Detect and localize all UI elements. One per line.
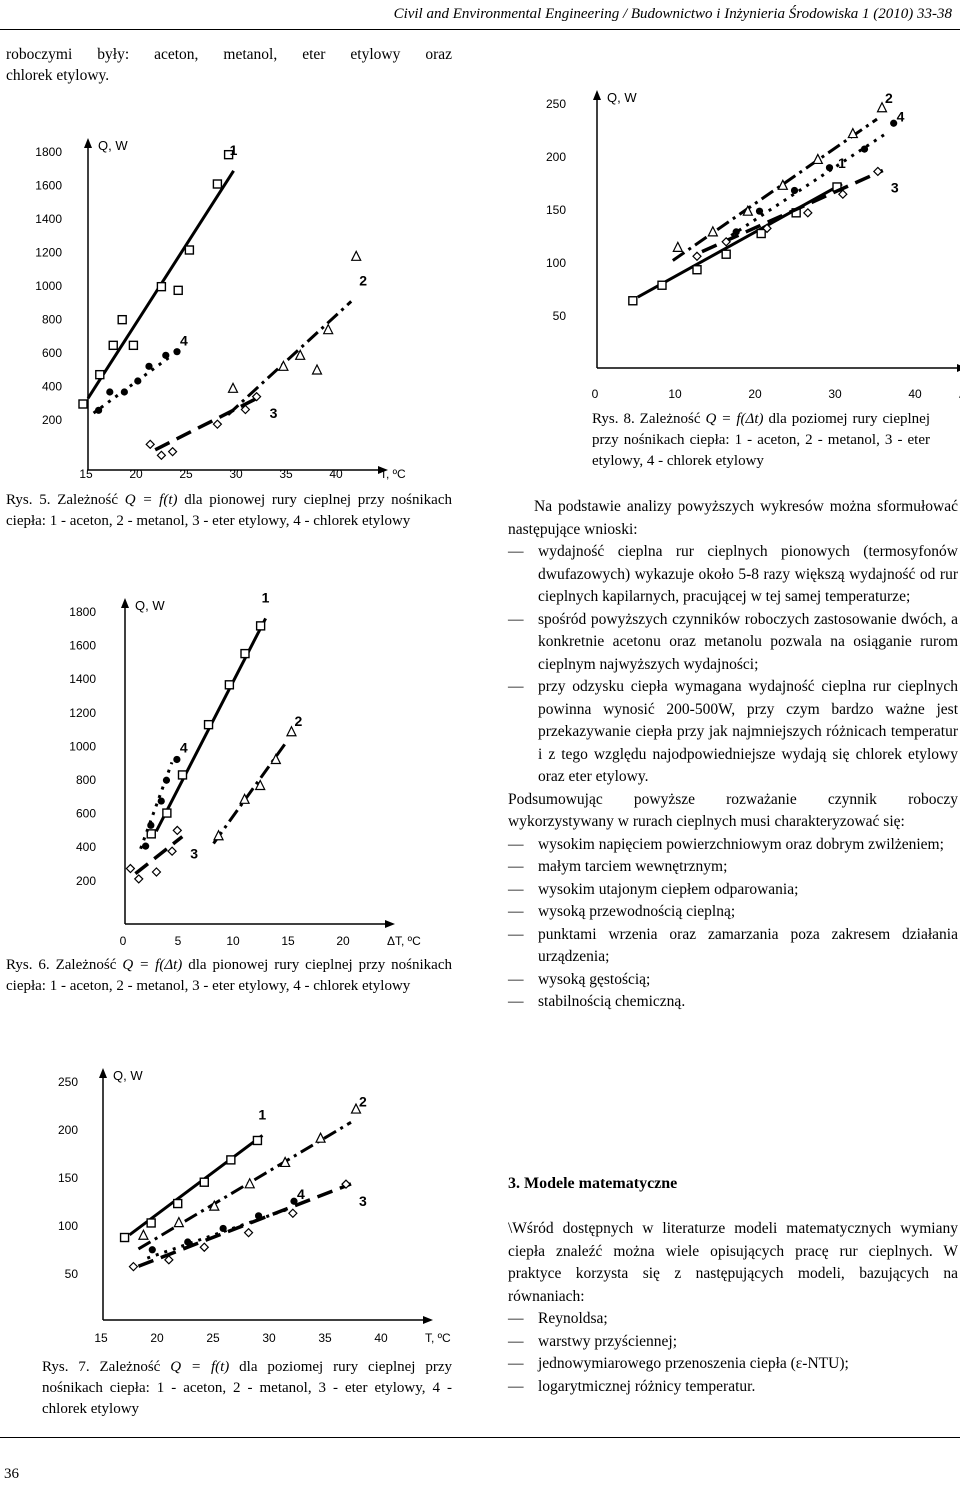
- data-point: [129, 1263, 137, 1271]
- x-tick-label: 30: [262, 1331, 276, 1345]
- x-tick-label: 35: [279, 467, 293, 481]
- x-tick-label: 40: [908, 387, 922, 401]
- data-point: [756, 208, 763, 215]
- series-label: 2: [885, 90, 893, 107]
- y-tick-label: 1000: [35, 279, 62, 293]
- y-tick-label: 800: [75, 773, 96, 787]
- y-tick-label: 200: [41, 413, 62, 427]
- x-tick-label: 35: [318, 1331, 332, 1345]
- chart-fig5: [0, 108, 460, 488]
- series-line: [141, 762, 172, 848]
- conclusion-item: — spośród powyższych czynników roboczych zastosowanie dwóch, a konkretnie acetonu oraz metanolu pozwala na osiąganie rurom cieplnym najwyższych wydajności;: [508, 609, 958, 677]
- data-point: [184, 1238, 191, 1245]
- conclusions-list: [508, 541, 958, 789]
- data-point: [163, 777, 170, 784]
- data-point: [142, 843, 149, 850]
- y-tick-label: 200: [57, 1123, 78, 1137]
- y-tick-label: 1600: [69, 638, 96, 653]
- data-point: [220, 1225, 227, 1232]
- y-tick-label: 50: [64, 1267, 78, 1281]
- data-point: [214, 831, 223, 840]
- x-tick-label: 25: [179, 467, 193, 481]
- property-item: — stabilnością chemiczną.: [508, 991, 958, 1014]
- series-line: [228, 301, 351, 414]
- data-point: [121, 1234, 129, 1242]
- series-label: 1: [838, 154, 846, 171]
- data-point: [157, 283, 165, 291]
- series-line: [673, 119, 877, 260]
- data-point: [174, 286, 182, 294]
- data-point: [722, 250, 730, 258]
- series-label: 1: [261, 589, 270, 606]
- data-point: [245, 1229, 253, 1237]
- caption-fig5-suffix: dla pionowej rury cieplnej przy nośnikach ciepła: 1 - aceton, 2 - metanol, 3 - eter etylowy, 4 - chlorek etylowy: [6, 492, 452, 529]
- data-point: [173, 826, 181, 834]
- x-tick-label: 30: [828, 387, 842, 401]
- models-list: [508, 1308, 958, 1398]
- data-point: [129, 341, 137, 349]
- x-tick-label: 10: [226, 934, 240, 948]
- caption-fig6-prefix: Rys. 6. Zależność: [6, 957, 123, 973]
- model-item: — jednowymiarowego przenoszenia ciepła (ε-NTU);: [508, 1353, 958, 1376]
- property-item: — wysokim utajonym ciepłem odparowania;: [508, 879, 958, 902]
- x-tick-label: 0: [591, 387, 599, 401]
- data-point: [826, 164, 833, 171]
- x-tick-label: 20: [150, 1331, 164, 1345]
- data-point: [673, 242, 682, 251]
- data-point: [152, 868, 160, 876]
- x-tick-label: 20: [129, 467, 143, 481]
- caption-fig7-suffix: dla poziomej rury cieplnej przy nośnikach ciepła: 1 - aceton, 2 - metanol, 3 - eter etylowy, 4 - chlorek etylowy: [42, 1359, 452, 1417]
- series-2: [214, 713, 303, 844]
- data-point: [257, 622, 265, 630]
- data-point: [174, 1218, 183, 1227]
- series-label: 1: [258, 1106, 267, 1123]
- y-tick-label: 100: [57, 1219, 78, 1233]
- series-1: [79, 142, 238, 408]
- data-point: [185, 246, 193, 254]
- series-line: [147, 1209, 289, 1258]
- data-point: [289, 1209, 297, 1217]
- x-tick-label: 5: [174, 934, 182, 948]
- data-point: [109, 341, 117, 349]
- data-point: [757, 230, 765, 238]
- data-point: [173, 348, 180, 355]
- chart-fig8: [505, 40, 960, 408]
- y-axis-label: Q, W: [113, 1068, 143, 1083]
- x-axis-label: T, ºC: [425, 1331, 451, 1345]
- data-point: [146, 440, 154, 448]
- y-tick-label: 200: [75, 873, 96, 888]
- data-point: [147, 1219, 155, 1227]
- x-axis-arrow: [423, 1316, 433, 1324]
- data-point: [693, 252, 701, 260]
- data-point: [874, 167, 882, 175]
- y-tick-label: 600: [41, 346, 62, 360]
- conclusions-block: [508, 496, 958, 1014]
- series-line: [155, 396, 261, 450]
- caption-fig7-formula: Q = f(t): [170, 1359, 230, 1375]
- x-tick-label: 15: [79, 467, 93, 481]
- series-label: 3: [890, 179, 899, 196]
- data-point: [157, 451, 165, 459]
- data-point: [149, 1246, 156, 1253]
- data-point: [861, 146, 868, 153]
- conclusion-item: — przy odzysku ciepła wymagana wydajność cieplna rur cieplnych powinna wynosić 200-500W, przy czym bardzo ważne jest przekazywanie ciepła przy jak najmniejszych różnicach temperatur i z tego względu najodpowiedniejsze wydają się chlorek etylowy oraz eter etylowy.: [508, 676, 958, 789]
- model-item: — logarytmicznej różnicy temperatur.: [508, 1376, 958, 1399]
- journal-name: Civil and Environmental Engineering / Budownictwo i Inżynieria Środowiska: [393, 6, 859, 22]
- x-tick-label: 40: [374, 1331, 388, 1345]
- y-tick-label: 250: [545, 97, 566, 111]
- series-label: 2: [359, 1093, 367, 1110]
- data-point: [173, 756, 180, 763]
- conclusion-item: — wydajność cieplna rur cieplnych pionowych (termosyfonów dwufazowych) wykazuje około 5-8 razy większą wydajność od rur cieplnych kapilarnych, pracującej w tej samej temperaturze;: [508, 541, 958, 609]
- x-tick-label: 15: [94, 1331, 108, 1345]
- caption-fig5-prefix: Rys. 5. Zależność: [6, 492, 125, 508]
- journal-volume: 1 (2010) 33-38: [862, 6, 952, 22]
- y-axis-arrow: [84, 138, 92, 148]
- property-item: — wysoką przewodnością cieplną;: [508, 901, 958, 924]
- data-point: [169, 448, 177, 456]
- data-point: [174, 1200, 182, 1208]
- x-tick-label: 10: [668, 387, 682, 401]
- y-tick-label: 50: [552, 309, 566, 323]
- data-point: [135, 875, 143, 883]
- caption-fig6: [6, 955, 452, 997]
- y-axis-arrow: [99, 1068, 107, 1078]
- y-axis-label: Q, W: [607, 90, 637, 105]
- data-point: [205, 721, 213, 729]
- caption-fig8-suffix: dla poziomej rury cieplnej przy nośnikach ciepła: 1 - aceton, 2 - metanol, 3 - eter etylowy, 4 - chlorek etylowy: [592, 411, 930, 469]
- data-point: [134, 377, 141, 384]
- data-point: [804, 209, 812, 217]
- x-tick-label: 15: [281, 934, 295, 948]
- y-tick-label: 1800: [35, 145, 62, 159]
- data-point: [139, 1230, 148, 1239]
- series-1: [147, 589, 269, 837]
- data-point: [118, 316, 126, 324]
- section3-block: [508, 1218, 958, 1398]
- data-point: [324, 325, 333, 334]
- data-point: [733, 228, 740, 235]
- data-point: [813, 154, 822, 163]
- data-point: [95, 407, 102, 414]
- series-2: [138, 1093, 367, 1249]
- data-point: [708, 227, 717, 236]
- series-2: [228, 251, 367, 414]
- property-item: — małym tarciem wewnętrznym;: [508, 856, 958, 879]
- caption-fig6-formula: Q = f(Δt): [122, 957, 183, 973]
- section3-paragraph: \Wśród dostępnych w literaturze modeli matematycznych wymiany ciepła znaleźć można wiele opisujących pracę rur cieplnych. W praktyce korzysta się z następujących modeli, bazujących na równaniach:: [508, 1220, 958, 1305]
- series-label: 4: [179, 739, 188, 756]
- x-tick-label: 30: [229, 467, 243, 481]
- series-label: 4: [297, 1185, 305, 1202]
- series-label: 2: [359, 272, 367, 289]
- conclusions-intro: Na podstawie analizy powyższych wykresów można sformułować następujące wnioski:: [508, 498, 958, 538]
- series-line: [702, 170, 883, 251]
- data-point: [229, 383, 238, 392]
- x-tick-label: 20: [748, 387, 762, 401]
- model-item: — Reynoldsa;: [508, 1308, 958, 1331]
- y-tick-label: 400: [41, 379, 62, 394]
- series-2: [673, 90, 893, 260]
- caption-fig8: [592, 409, 930, 472]
- caption-fig7: [42, 1357, 452, 1420]
- y-tick-label: 1400: [69, 672, 96, 687]
- data-point: [791, 187, 798, 194]
- data-point: [179, 771, 187, 779]
- x-tick-label: 25: [206, 1331, 220, 1345]
- running-header: [394, 6, 952, 23]
- data-point: [162, 352, 169, 359]
- footer-rule: [0, 1437, 960, 1438]
- data-point: [225, 681, 233, 689]
- series-line: [94, 355, 172, 413]
- x-tick-label: 20: [336, 934, 350, 948]
- data-point: [245, 1179, 254, 1188]
- y-tick-label: 150: [545, 203, 566, 217]
- chart-fig7: [0, 1028, 460, 1358]
- data-point: [693, 266, 701, 274]
- series-3: [126, 826, 198, 883]
- series-3: [129, 1180, 367, 1270]
- chart-fig6: [0, 560, 460, 952]
- data-point: [279, 361, 288, 370]
- data-point: [200, 1178, 208, 1186]
- series-1: [121, 1106, 267, 1241]
- series-label: 3: [190, 845, 199, 862]
- data-point: [96, 371, 104, 379]
- x-axis-arrow: [385, 920, 395, 928]
- data-point: [241, 650, 249, 658]
- y-tick-label: 400: [75, 840, 96, 855]
- y-axis-arrow: [593, 90, 601, 100]
- data-point: [121, 388, 128, 395]
- y-tick-label: 1600: [35, 178, 62, 193]
- data-point: [255, 1212, 262, 1219]
- data-point: [126, 865, 134, 873]
- series-label: 3: [269, 404, 278, 421]
- property-item: — wysoką gęstością;: [508, 969, 958, 992]
- data-point: [271, 754, 280, 763]
- data-point: [200, 1243, 208, 1251]
- data-point: [158, 797, 165, 804]
- series-line: [135, 837, 182, 874]
- series-label: 4: [180, 332, 188, 349]
- y-tick-label: 1400: [35, 212, 62, 226]
- x-tick-label: 0: [119, 934, 127, 948]
- y-tick-label: 100: [545, 256, 566, 270]
- x-axis-label: T, ºC: [380, 467, 406, 481]
- x-tick-label: 40: [329, 467, 343, 481]
- data-point: [106, 388, 113, 395]
- intro-line-2: chlorek etylowy.: [6, 67, 110, 84]
- data-point: [213, 420, 221, 428]
- y-axis-arrow: [121, 598, 129, 608]
- caption-fig5: [6, 490, 452, 532]
- y-tick-label: 1200: [69, 705, 96, 720]
- data-point: [658, 281, 666, 289]
- summary-paragraph: Podsumowując powyższe rozważanie czynnik roboczy wykorzystywany w rurach cieplnych musi charakteryzować się:: [508, 790, 958, 830]
- caption-fig5-formula: Q = f(t): [124, 492, 178, 508]
- data-point: [213, 180, 221, 188]
- series-label: 2: [294, 712, 303, 729]
- x-axis-label: ΔT, ºC: [387, 934, 421, 948]
- y-tick-label: 1200: [35, 245, 62, 260]
- series-label: 4: [896, 108, 905, 125]
- series-label: 1: [229, 141, 238, 158]
- data-point: [163, 809, 171, 817]
- y-axis-label: Q, W: [98, 138, 128, 153]
- y-tick-label: 250: [57, 1075, 78, 1089]
- series-line: [138, 1184, 351, 1266]
- intro-line-1: roboczymi były: aceton, metanol, eter etylowy oraz: [6, 46, 452, 63]
- y-axis-label: Q, W: [135, 598, 165, 613]
- y-tick-label: 1800: [69, 605, 96, 619]
- header-rule: [0, 29, 960, 30]
- property-item: — punktami wrzenia oraz zamarzania poza zakresem działania urządzenia;: [508, 924, 958, 969]
- series-label: 3: [359, 1192, 367, 1209]
- data-point: [79, 400, 87, 408]
- model-item: — warstwy przyściennej;: [508, 1331, 958, 1354]
- data-point: [145, 363, 152, 370]
- properties-list: [508, 834, 958, 1014]
- data-point: [313, 365, 322, 374]
- data-point: [253, 1136, 261, 1144]
- page-number: 36: [4, 1466, 19, 1482]
- property-item: — wysokim napięciem powierzchniowym oraz dobrym zwilżeniem;: [508, 834, 958, 857]
- data-point: [352, 251, 361, 260]
- data-point: [227, 1156, 235, 1164]
- data-point: [147, 822, 154, 829]
- series-4: [94, 332, 188, 414]
- caption-fig6-suffix: dla pionowej rury cieplnej przy nośnikach ciepła: 1 - aceton, 2 - metanol, 3 - eter etylowy, 4 - chlorek etylowy: [6, 957, 452, 994]
- y-tick-label: 1000: [69, 739, 96, 754]
- y-tick-label: 600: [75, 806, 96, 821]
- y-tick-label: 800: [41, 312, 62, 327]
- data-point: [629, 297, 637, 305]
- section-title: 3. Modele matematyczne: [508, 1175, 678, 1192]
- data-point: [168, 847, 176, 855]
- y-tick-label: 200: [545, 150, 566, 164]
- series-3: [146, 393, 277, 460]
- caption-fig7-prefix: Rys. 7. Zależność: [42, 1359, 171, 1375]
- y-tick-label: 150: [57, 1171, 78, 1185]
- caption-fig8-prefix: Rys. 8. Zależność: [592, 411, 706, 427]
- caption-fig8-formula: Q = f(Δt): [705, 411, 764, 427]
